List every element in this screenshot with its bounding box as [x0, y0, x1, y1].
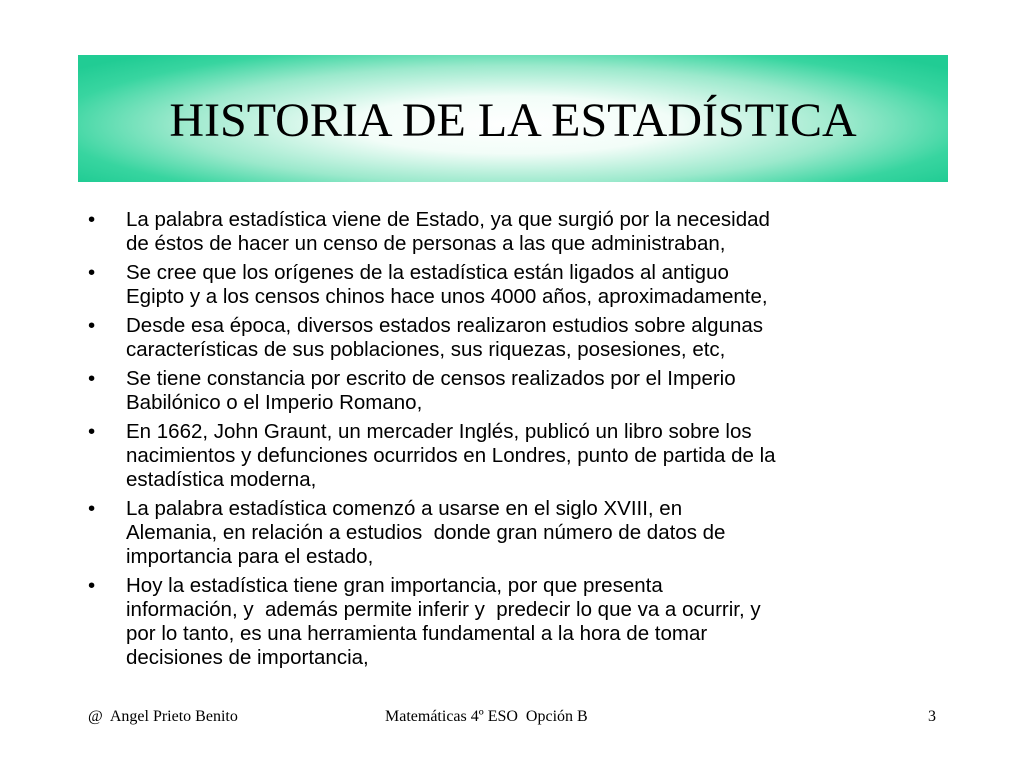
bullet-text-line: importancia para el estado, [126, 545, 374, 568]
bullet-text-line: La palabra estadística comenzó a usarse en el siglo XVIII, en [126, 497, 683, 520]
bullet-dot-icon: • [88, 420, 96, 443]
bullet-text-line: Egipto y a los censos chinos hace unos 4000 años, aproximadamente, [126, 285, 768, 308]
bullet-text-line: estadística moderna, [126, 468, 317, 491]
bullet-text-line: información, y además permite inferir y predecir lo que va a ocurrir, y [126, 598, 761, 621]
bullet-text-line: Alemania, en relación a estudios donde gran número de datos de [126, 521, 726, 544]
bullet-dot-icon: • [88, 261, 96, 284]
bullet-item [88, 574, 958, 670]
footer-author: @ Angel Prieto Benito [88, 708, 238, 725]
slide-title: HISTORIA DE LA ESTADÍSTICA [169, 94, 857, 147]
footer-course: Matemáticas 4º ESO Opción B [385, 708, 588, 725]
footer-page-number: 3 [928, 708, 936, 725]
bullet-text-line: La palabra estadística viene de Estado, ya que surgió por la necesidad [126, 208, 770, 231]
bullet-item [88, 497, 958, 569]
bullet-item [88, 314, 958, 362]
bullet-text-line: de éstos de hacer un censo de personas a las que administraban, [126, 232, 726, 255]
bullet-dot-icon: • [88, 574, 96, 597]
bullet-text-line: decisiones de importancia, [126, 646, 369, 669]
bullet-text-line: Babilónico o el Imperio Romano, [126, 391, 423, 414]
bullet-dot-icon: • [88, 497, 96, 520]
bullet-text-line: Hoy la estadística tiene gran importancia, por que presenta [126, 574, 663, 597]
bullet-text-line: Se tiene constancia por escrito de censos realizados por el Imperio [126, 367, 736, 390]
bullet-dot-icon: • [88, 314, 96, 337]
bullet-item [88, 420, 958, 492]
title-banner [78, 55, 948, 182]
bullet-text-line: Se cree que los orígenes de la estadística están ligados al antiguo [126, 261, 729, 284]
bullet-text-line: características de sus poblaciones, sus riquezas, posesiones, etc, [126, 338, 726, 361]
bullet-dot-icon: • [88, 367, 96, 390]
bullet-text-line: En 1662, John Graunt, un mercader Inglés, publicó un libro sobre los [126, 420, 752, 443]
bullet-item [88, 261, 958, 309]
bullet-list [88, 208, 958, 675]
bullet-text-line: por lo tanto, es una herramienta fundamental a la hora de tomar [126, 622, 708, 645]
bullet-item [88, 208, 958, 256]
bullet-item [88, 367, 958, 415]
bullet-text-line: Desde esa época, diversos estados realizaron estudios sobre algunas [126, 314, 764, 337]
bullet-dot-icon: • [88, 208, 96, 231]
bullet-text-line: nacimientos y defunciones ocurridos en Londres, punto de partida de la [126, 444, 776, 467]
